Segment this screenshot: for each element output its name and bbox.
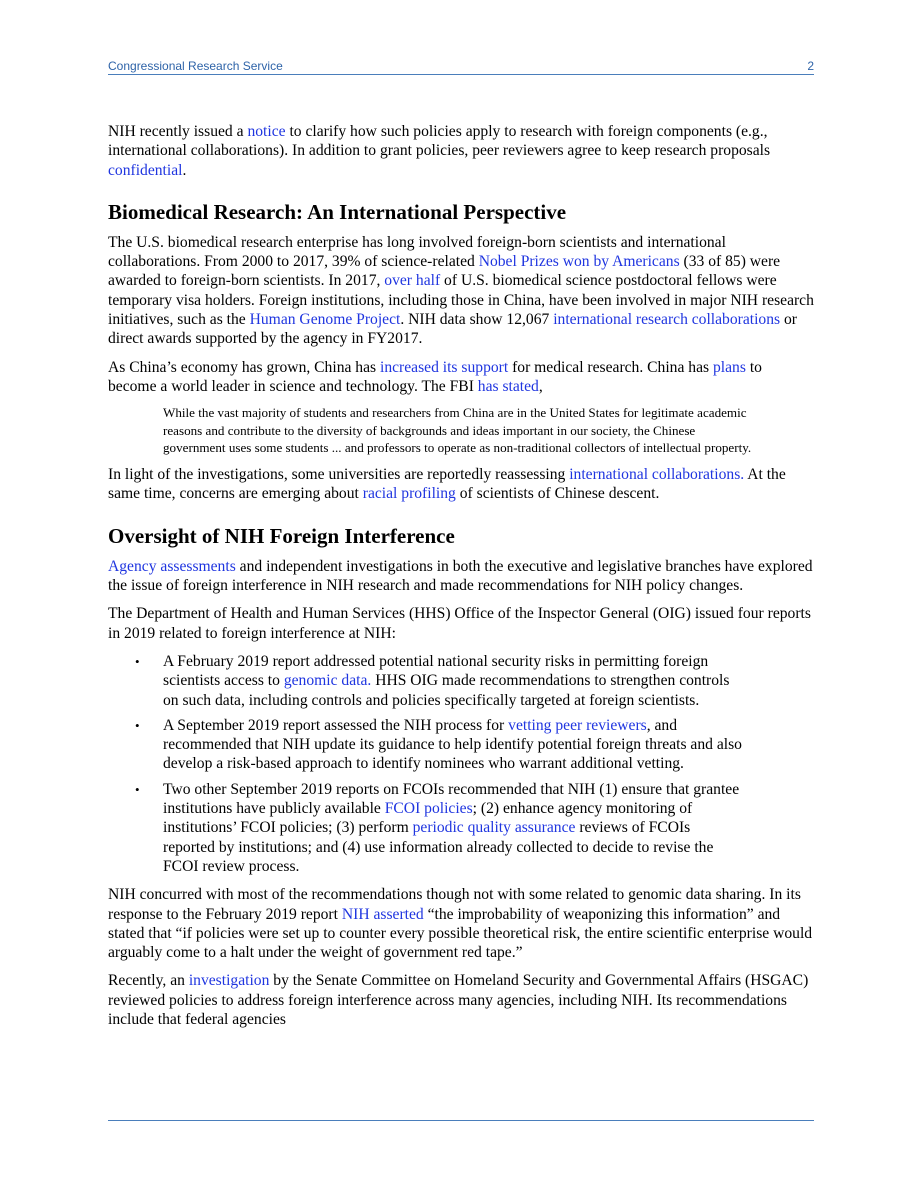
text-span: (33 of 85) were awarded to foreign-born scientists. In 2017, xyxy=(108,253,781,290)
text-span: A September 2019 report assessed the NIH process for xyxy=(163,716,509,734)
text-span: At the same time, concerns are emerging about xyxy=(108,466,786,503)
investigation-link[interactable]: investigation xyxy=(188,972,270,990)
international-collaborations-link[interactable]: international collaborations. xyxy=(569,466,745,484)
list-item xyxy=(108,652,814,710)
periodic-quality-assurance-link[interactable]: periodic quality assurance xyxy=(412,819,576,837)
header-page-number: 2 xyxy=(807,59,814,73)
paragraph-international-3 xyxy=(108,465,814,504)
text-span: and independent investigations in both the executive and legislative branches have explored the issue of foreign interference in NIH research and made recommendations for NIH policy changes. xyxy=(108,557,813,595)
text-span: of U.S. biomedical science postdoctoral fellows were temporary visa holders. Foreign institutions, including those in China, have been involved in major NIH research initiatives, such as the xyxy=(108,272,814,329)
text-span: . xyxy=(182,161,187,179)
increased-support-link[interactable]: increased its support xyxy=(380,358,509,376)
confidential-link[interactable]: confidential xyxy=(108,161,183,179)
bullet-icon: • xyxy=(135,717,140,733)
agency-assessments-link[interactable]: Agency assessments xyxy=(108,557,236,575)
text-span: NIH recently issued a xyxy=(108,123,248,140)
bullet-icon: • xyxy=(135,781,140,797)
text-span: by the Senate Committee on Homeland Security and Governmental Affairs (HSGAC) reviewed policies to address foreign interference across many agencies, including NIH. Its recommendations include that federal agencies xyxy=(108,972,809,1028)
text-span: to clarify how such policies apply to research with foreign components (e.g., international collaborations). In addition to grant policies, peer reviewers agree to keep research proposals xyxy=(108,123,771,160)
text-span: ; (2) enhance agency monitoring of institutions’ FCOI policies; (3) perform xyxy=(163,800,693,837)
text-span: The U.S. biomedical research enterprise has long involved foreign-born scientists and international collaborations. From 2000 to 2017, 39% of science-related xyxy=(108,233,726,271)
nih-asserted-link[interactable]: NIH asserted xyxy=(341,905,424,923)
nobel-prizes-link[interactable]: Nobel Prizes won by Americans xyxy=(478,253,680,271)
paragraph-international-2 xyxy=(108,358,814,397)
text-span: , xyxy=(538,377,543,395)
racial-profiling-link[interactable]: racial profiling xyxy=(362,485,456,503)
list-item xyxy=(108,716,814,774)
over-half-link[interactable]: over half xyxy=(384,272,441,290)
vetting-peer-reviewers-link[interactable]: vetting peer reviewers xyxy=(508,716,647,734)
has-stated-link[interactable]: has stated xyxy=(477,377,539,395)
text-span: HHS OIG made recommendations to strengthen controls on such data, including controls and policies specifically targeted at foreign scientists. xyxy=(163,672,730,709)
text-span: for medical research. China has xyxy=(508,358,713,376)
international-research-collaborations-link[interactable]: international research collaborations xyxy=(553,311,781,329)
section-heading-international: Biomedical Research: An International Perspective xyxy=(108,199,567,224)
paragraph-oversight-2: The Department of Health and Human Services (HHS) Office of the Inspector General (OIG) issued four reports in 2019 related to foreign interference at NIH: xyxy=(108,605,811,642)
text-span: , and recommended that NIH update its guidance to help identify potential foreign threats and also develop a risk-based approach to identify nominees who warrant additional vetting. xyxy=(163,716,742,773)
text-span: A February 2019 report addressed potential national security risks in permitting foreign scientists access to xyxy=(163,652,709,690)
fcoi-policies-link[interactable]: FCOI policies xyxy=(384,800,473,818)
plans-link[interactable]: plans xyxy=(713,358,746,376)
list-item xyxy=(108,780,814,876)
text-span: As China’s economy has grown, China has xyxy=(108,358,380,376)
text-span: reviews of FCOIs reported by institutions; and (4) use information already collected to decide to revise the FCOI review process. xyxy=(163,819,714,875)
footer-divider xyxy=(108,1120,814,1121)
text-span: to become a world leader in science and technology. The FBI xyxy=(108,358,762,395)
genomic-data-link[interactable]: genomic data. xyxy=(283,672,372,690)
text-span: of scientists of Chinese descent. xyxy=(455,485,660,503)
notice-link[interactable]: notice xyxy=(247,123,286,140)
text-span: Recently, an xyxy=(108,972,189,990)
section-heading-oversight: Oversight of NIH Foreign Interference xyxy=(108,523,455,548)
fbi-quote: While the vast majority of students and researchers from China are in the United States for legitimate academic reasons and contribute to the diversity of backgrounds and ideas important in our society, the Chinese government uses some students ... and professors to operate as non-traditional collectors of intellectual property. xyxy=(163,405,752,455)
document-body xyxy=(108,122,814,1029)
paragraph-international-1 xyxy=(108,233,814,349)
bullet-icon: • xyxy=(135,653,140,669)
text-span: or direct awards supported by the agency in FY2017. xyxy=(108,311,797,348)
text-span: NIH concurred with most of the recommendations though not with some related to genomic data sharing. In its response to the February 2019 report xyxy=(108,886,801,923)
text-span: “the improbability of weaponizing this information” and stated that “if policies were set up to counter every possible theoretical risk, the entire scientific enterprise would arguably come to a halt under the weight of government red tape.” xyxy=(108,905,813,962)
paragraph-oversight-1 xyxy=(108,557,814,596)
text-span: In light of the investigations, some universities are reportedly reassessing xyxy=(108,466,570,484)
text-span: Two other September 2019 reports on FCOIs recommended that NIH (1) ensure that grantee institutions have publicly available xyxy=(163,780,740,818)
paragraph-oversight-3 xyxy=(108,885,814,962)
oig-reports-list xyxy=(108,652,814,876)
header-source: Congressional Research Service xyxy=(108,59,283,73)
page-header xyxy=(108,58,814,75)
text-span: . NIH data show 12,067 xyxy=(400,311,554,329)
paragraph-oversight-4 xyxy=(108,971,814,1029)
human-genome-project-link[interactable]: Human Genome Project xyxy=(249,311,401,329)
intro-paragraph xyxy=(108,122,814,180)
